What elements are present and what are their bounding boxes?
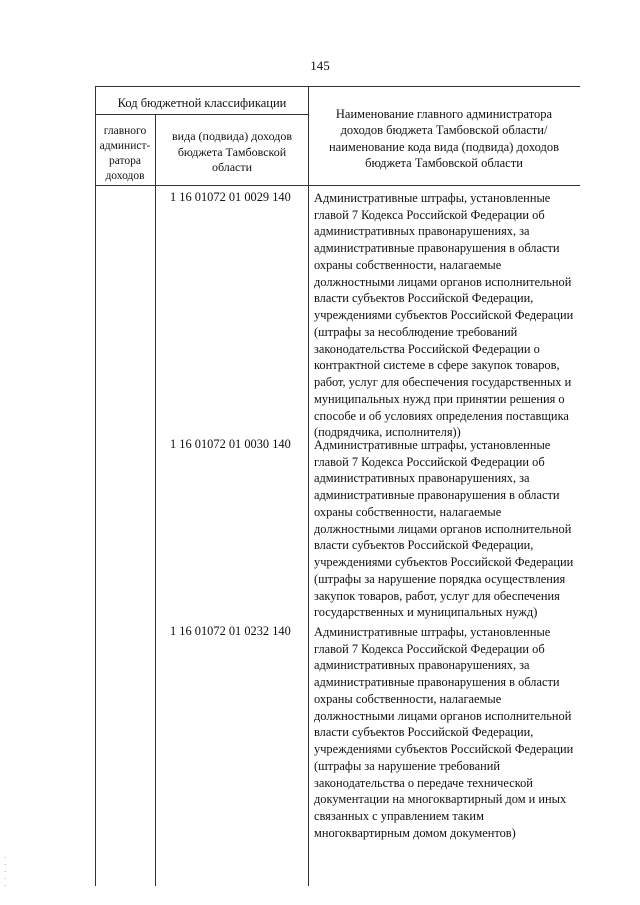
header-budget-classification: Код бюджетной классификации bbox=[117, 96, 287, 110]
header-bottom-border bbox=[95, 185, 580, 186]
header-admin-column: главного админист-ратора доходов bbox=[99, 125, 151, 182]
admin-column-divider bbox=[155, 114, 156, 886]
table-left-border bbox=[95, 86, 96, 886]
table-row-code: 1 16 01072 01 0030 140 bbox=[170, 437, 291, 451]
page-number: 145 bbox=[310, 58, 330, 73]
group-header-divider bbox=[95, 114, 308, 115]
table-row-code: 1 16 01072 01 0029 140 bbox=[170, 190, 291, 204]
code-name-divider bbox=[308, 86, 309, 886]
table-row-name: Административные штрафы, установленные главой 7 Кодекса Российской Федерации об административных правонарушениях, за административные правонарушения в области охраны собственности, налагаемые должностными лицами органов исполнительной власти субъектов Российской Федерации, учреждениями субъектов Российской Федерации (штрафы за нарушение порядка осуществления закупок товаров, работ, услуг для обеспечения государственных и муниципальных нужд) bbox=[314, 438, 574, 620]
table-row-name: Административные штрафы, установленные главой 7 Кодекса Российской Федерации об административных правонарушениях, за административные правонарушения в области охраны собственности, налагаемые должностными лицами органов исполнительной власти субъектов Российской Федерации, учреждениями субъектов Российской Федерации (штрафы за нарушение требований законодательства о передаче технической документации на многоквартирный дом и иных связанных с управлением таким многоквартирным домом документов) bbox=[314, 625, 574, 840]
scan-margin-dots: · · · · · bbox=[4, 854, 7, 890]
table-top-border bbox=[95, 86, 580, 87]
table-row-name: Административные штрафы, установленные главой 7 Кодекса Российской Федерации об административных правонарушениях, за административные правонарушения в области охраны собственности, налагаемые должностными лицами органов исполнительной власти субъектов Российской Федерации, учреждениями субъектов Российской Федерации (штрафы за несоблюдение требований законодательства Российской Федерации о контрактной системе в сфере закупок товаров, работ, услуг для обеспечения государственных и муниципальных нужд при принятии решения о способе и об условиях определения поставщика (подрядчика, исполнителя)) bbox=[314, 191, 574, 440]
header-code-column: вида (подвида) доходов бюджета Тамбовской области bbox=[172, 129, 292, 175]
header-name-column: Наименование главного администратора доходов бюджета Тамбовской области/наименование кода вида (подвида) доходов бюджета Тамбовской области bbox=[328, 107, 559, 170]
table-row-code: 1 16 01072 01 0232 140 bbox=[170, 624, 291, 638]
